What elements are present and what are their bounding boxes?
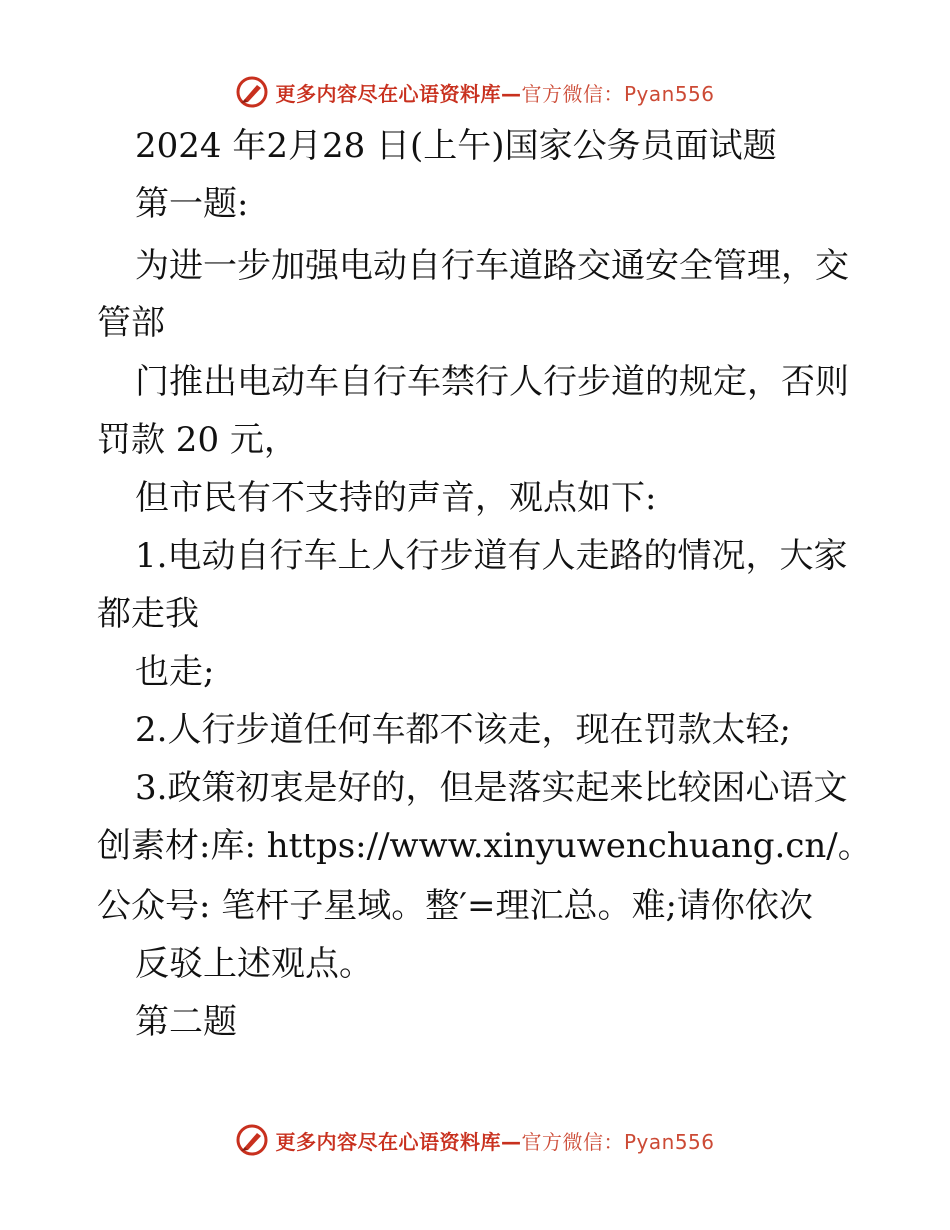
wechat-label: 官方微信： <box>521 81 624 106</box>
document-title: 2024 年2月28 日(上午)国家公务员面试题 <box>135 126 777 166</box>
brand-text: 更多内容尽在心语资料库 <box>275 1129 501 1154</box>
pen-logo-icon <box>235 75 269 109</box>
banner-dash: — <box>500 1129 522 1154</box>
banner-dash: — <box>500 81 522 106</box>
wechat-id: Pyan556 <box>623 81 715 106</box>
brand-text: 更多内容尽在心语资料库 <box>275 81 501 106</box>
pen-logo-icon <box>235 1123 269 1157</box>
list-item-2: 2.人行步道任何车都不该走，现在罚款太轻; <box>135 710 791 750</box>
list-item-1: 1.电动自行车上人行步道有人走路的情况，大家 <box>135 536 848 576</box>
wechat-id: Pyan556 <box>623 1129 715 1154</box>
footer-banner-text <box>275 1126 714 1155</box>
wechat-label: 官方微信： <box>521 1129 624 1154</box>
paragraph-line: 都走我 <box>97 594 199 634</box>
paragraph-line: 门推出电动车自行车禁行人行步道的规定，否则 <box>135 362 849 402</box>
paragraph-line: 也走; <box>135 652 215 692</box>
header-banner <box>0 72 950 112</box>
question-heading-2: 第二题 <box>135 1002 237 1042</box>
paragraph-line: 罚款 20 元， <box>97 420 298 460</box>
header-banner-text <box>275 78 714 107</box>
paragraph-line: 为进一步加强电动自行车道路交通安全管理，交 <box>135 246 849 286</box>
list-item-3: 3.政策初衷是好的，但是落实起来比较困心语文 <box>135 768 848 808</box>
paragraph-line: 公众号: 笔杆子星域。整′=理汇总。难;请你依次 <box>97 886 813 926</box>
paragraph-line: 反驳上述观点。 <box>135 944 373 984</box>
paragraph-line: 但市民有不支持的声音，观点如下: <box>135 478 657 518</box>
paragraph-line: 创素材:库: https://www.xinyuwenchuang.cn/。 <box>97 826 872 866</box>
footer-banner <box>0 1120 950 1160</box>
paragraph-line: 管部 <box>97 303 165 343</box>
question-heading-1: 第一题: <box>135 184 249 224</box>
